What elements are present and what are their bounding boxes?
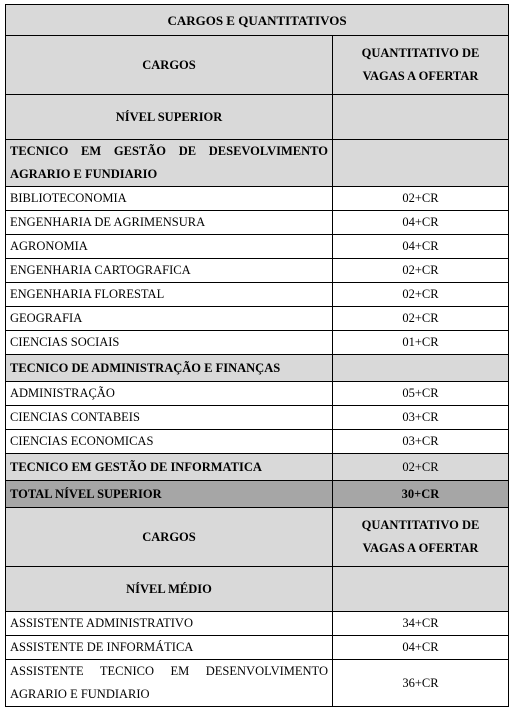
- group-label-line1: TECNICO EM GESTÃO DE DESEVOLVIMENTO: [10, 144, 328, 158]
- vagas-cell: 02+CR: [333, 259, 509, 283]
- header-quantitativo-line1: QUANTITATIVO DE: [361, 46, 480, 60]
- table-row: [6, 382, 509, 406]
- cargo-line1: ASSISTENTE TECNICO EM DESENVOLVIMENTO: [10, 664, 328, 678]
- header-quantitativo-line2: VAGAS A OFERTAR: [362, 69, 479, 83]
- header-quantitativo-line1: QUANTITATIVO DE: [361, 518, 480, 532]
- group-label-informatica: TECNICO EM GESTÃO DE INFORMATICA: [6, 454, 333, 481]
- total-row-superior: [6, 481, 509, 508]
- table-row: [6, 283, 509, 307]
- cargo-cell: CIENCIAS SOCIAIS: [6, 331, 333, 355]
- group-row-administracao: [6, 355, 509, 382]
- header-cargos: CARGOS: [6, 36, 333, 95]
- vagas-cell: 03+CR: [333, 430, 509, 454]
- vagas-cell: 02+CR: [333, 283, 509, 307]
- vagas-cell: 04+CR: [333, 211, 509, 235]
- cargo-cell: AGRONOMIA: [6, 235, 333, 259]
- group-value-administracao: [333, 355, 509, 382]
- level-row-medio: [6, 567, 509, 612]
- total-value-superior: 30+CR: [333, 481, 509, 508]
- table-row: [6, 235, 509, 259]
- table-row: [6, 307, 509, 331]
- vagas-cell: 02+CR: [333, 187, 509, 211]
- cargo-cell: BIBLIOTECONOMIA: [6, 187, 333, 211]
- cargo-cell: ASSISTENTE ADMINISTRATIVO: [6, 612, 333, 636]
- header-quantitativo-line2: VAGAS A OFERTAR: [362, 541, 479, 555]
- cargo-cell: ADMINISTRAÇÃO: [6, 382, 333, 406]
- cargo-cell: ENGENHARIA FLORESTAL: [6, 283, 333, 307]
- header-quantitativo: [333, 508, 509, 567]
- group-row-informatica: [6, 454, 509, 481]
- table-row: [6, 187, 509, 211]
- table-row: [6, 331, 509, 355]
- table-title-row: [6, 5, 509, 36]
- cargo-cell: ASSISTENTE DE INFORMÁTICA: [6, 636, 333, 660]
- table-row: [6, 259, 509, 283]
- cargo-cell: CIENCIAS ECONOMICAS: [6, 430, 333, 454]
- cargo-cell: ENGENHARIA DE AGRIMENSURA: [6, 211, 333, 235]
- vagas-cell: 34+CR: [333, 612, 509, 636]
- table-row: [6, 636, 509, 660]
- header-quantitativo: [333, 36, 509, 95]
- cargos-table: [5, 4, 509, 707]
- group-row-gestao-agrario: [6, 140, 509, 187]
- group-label-gestao-agrario: [6, 140, 333, 187]
- table-title: CARGOS E QUANTITATIVOS: [6, 5, 509, 36]
- level-label-superior: NÍVEL SUPERIOR: [6, 95, 333, 140]
- group-value-informatica: 02+CR: [333, 454, 509, 481]
- group-label-administracao: TECNICO DE ADMINISTRAÇÃO E FINANÇAS: [6, 355, 333, 382]
- vagas-cell: 03+CR: [333, 406, 509, 430]
- level-value-superior: [333, 95, 509, 140]
- group-label-line2: AGRARIO E FUNDIARIO: [10, 167, 158, 181]
- vagas-cell: 36+CR: [333, 660, 509, 707]
- level-label-medio: NÍVEL MÉDIO: [6, 567, 333, 612]
- cargo-cell: GEOGRAFIA: [6, 307, 333, 331]
- cargo-cell: ENGENHARIA CARTOGRAFICA: [6, 259, 333, 283]
- table-row: [6, 211, 509, 235]
- level-row-superior: [6, 95, 509, 140]
- cargo-cell: [6, 660, 333, 707]
- level-value-medio: [333, 567, 509, 612]
- table-row: [6, 406, 509, 430]
- vagas-cell: 04+CR: [333, 235, 509, 259]
- table-row: [6, 660, 509, 707]
- vagas-cell: 05+CR: [333, 382, 509, 406]
- header-row-medio: [6, 508, 509, 567]
- header-row: [6, 36, 509, 95]
- header-cargos: CARGOS: [6, 508, 333, 567]
- table-row: [6, 430, 509, 454]
- cargos-table-sheet: [5, 4, 508, 707]
- cargo-line2: AGRARIO E FUNDIARIO: [10, 687, 150, 701]
- table-row: [6, 612, 509, 636]
- cargo-cell: CIENCIAS CONTABEIS: [6, 406, 333, 430]
- vagas-cell: 04+CR: [333, 636, 509, 660]
- total-label-superior: TOTAL NÍVEL SUPERIOR: [6, 481, 333, 508]
- group-value-gestao-agrario: [333, 140, 509, 187]
- vagas-cell: 01+CR: [333, 331, 509, 355]
- vagas-cell: 02+CR: [333, 307, 509, 331]
